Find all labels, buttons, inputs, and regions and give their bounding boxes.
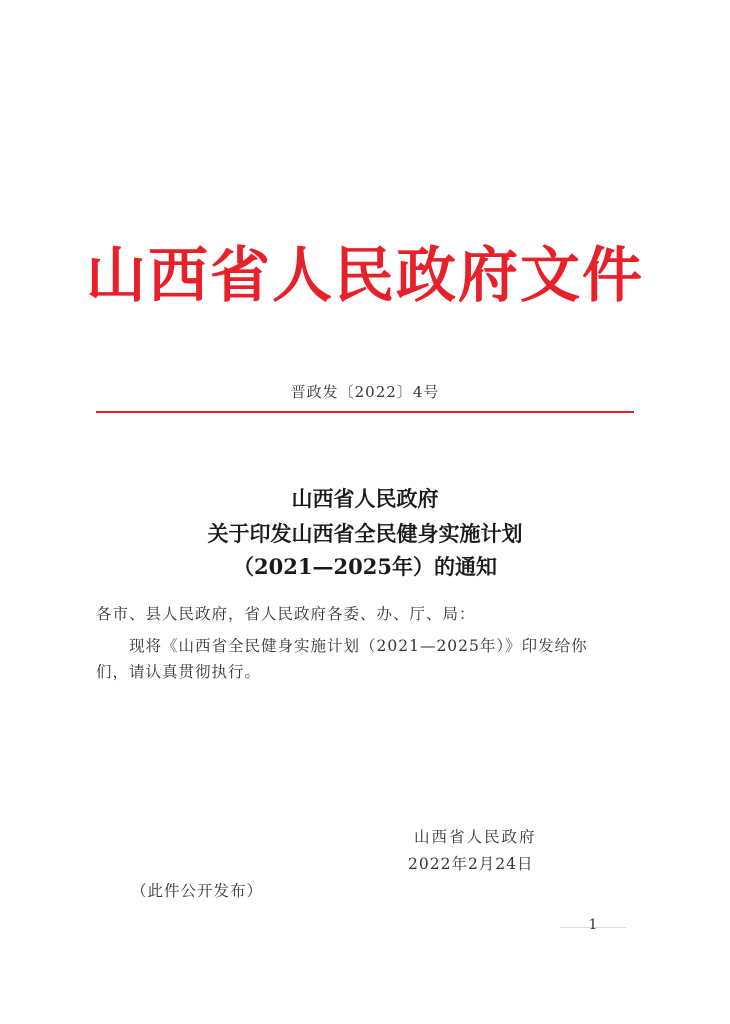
title-line-2: 关于印发山西省全民健身实施计划 bbox=[207, 521, 523, 546]
signature-date: 2022年2月24日 bbox=[408, 855, 534, 873]
document-masthead: 山西省人民政府文件 bbox=[86, 241, 644, 311]
body-paragraph-line-1: 现将《山西省全民健身实施计划（2021—2025年）》印发给你 bbox=[129, 637, 588, 655]
release-note: （此件公开发布） bbox=[131, 882, 264, 900]
salutation: 各市、县人民政府，省人民政府各委、办、厅、局： bbox=[96, 605, 476, 623]
title-line-1: 山西省人民政府 bbox=[291, 486, 439, 511]
page-number: 1 bbox=[588, 917, 598, 933]
title-line-3: （2021—2025年）的通知 bbox=[233, 554, 497, 579]
red-divider-line bbox=[96, 411, 634, 413]
document-number: 晋政发〔2022〕4号 bbox=[290, 383, 440, 401]
body-paragraph-line-2: 们，请认真贯彻执行。 bbox=[96, 663, 262, 681]
signature-organization: 山西省人民政府 bbox=[414, 828, 537, 846]
